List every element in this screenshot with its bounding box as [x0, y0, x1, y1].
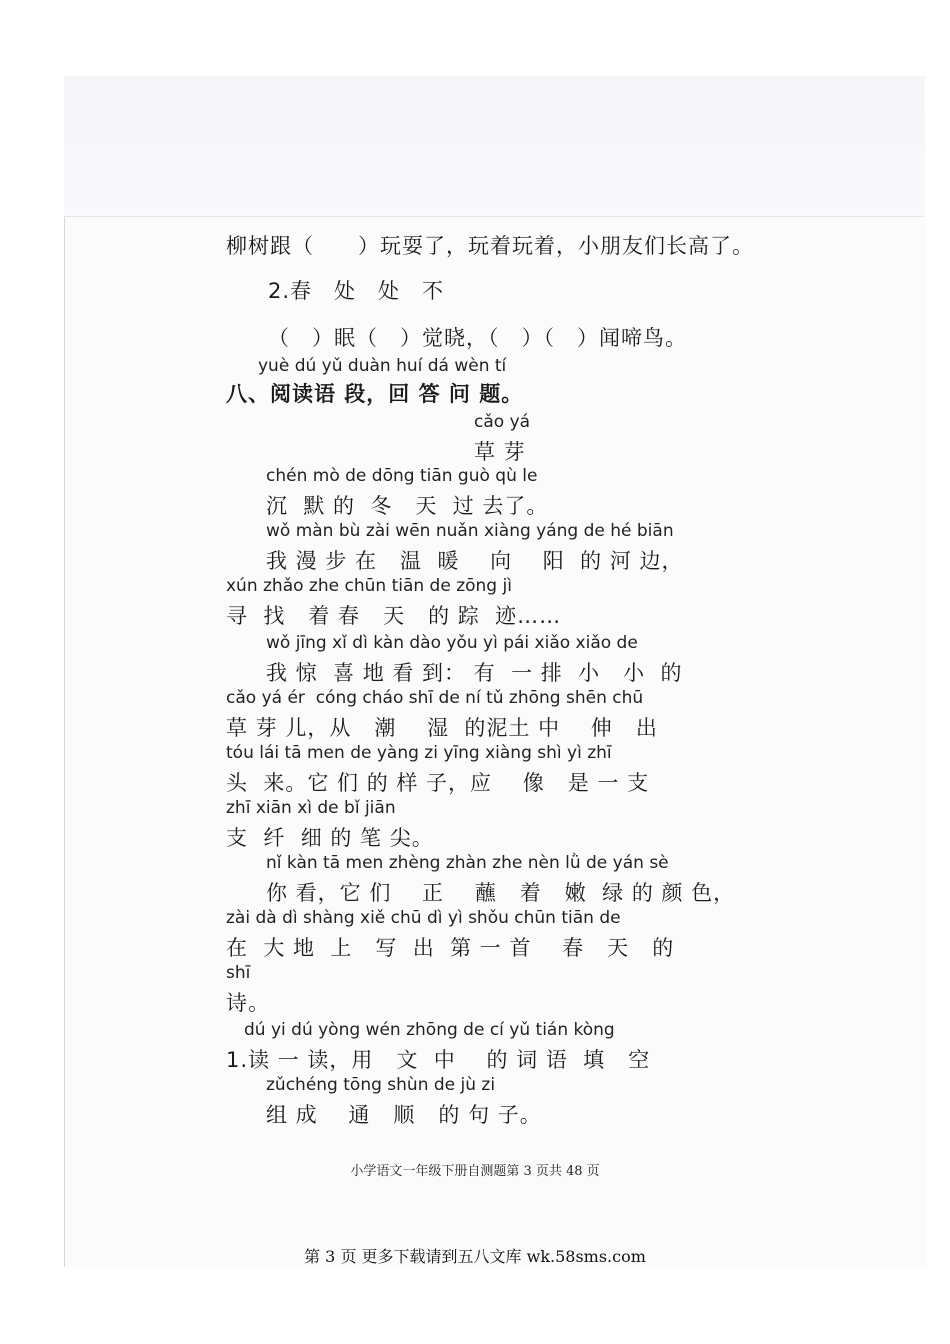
poem-line-1: 2.春 处 处 不 [268, 279, 445, 303]
passage-line: 你 看，它 们 正 蘸 着 嫩 绿 的 颜 色， [266, 881, 736, 905]
passage-title-pinyin: cǎo yá [474, 412, 531, 432]
passage-line: 在 大 地 上 写 出 第 一 首 春 天 的 [226, 936, 675, 960]
passage-line: 我 惊 喜 地 看 到： 有 一 排 小 小 的 [266, 661, 683, 685]
question-1: 1.读 一 读，用 文 中 的 词 语 填 空 [226, 1048, 651, 1072]
passage-line: 草 芽 儿，从 潮 湿 的泥土 中 伸 出 [226, 716, 658, 740]
passage-title: 草 芽 [474, 440, 526, 464]
scan-fold-shadow [64, 76, 924, 217]
pinyin-line: shī [226, 963, 251, 983]
passage-line: 寻 找 着 春 天 的 踪 迹…… [226, 604, 562, 628]
pinyin-line: zài dà dì shàng xiě chū dì yì shǒu chūn tiān de [226, 908, 621, 928]
page-footer-note: 小学语文一年级下册自测题第 3 页共 48 页 [350, 1164, 600, 1179]
poem-line-2: （ ）眠（ ）觉晓，（ ）（ ）闻啼鸟。 [268, 326, 687, 350]
pinyin-line: wǒ màn bù zài wēn nuǎn xiàng yáng de hé biān [266, 521, 674, 541]
question-1-sub-pinyin: zǔchéng tōng shùn de jù zi [266, 1075, 496, 1095]
question-1-sub: 组 成 通 顺 的 句 子。 [266, 1103, 542, 1127]
pinyin-line: zhī xiān xì de bǐ jiān [226, 798, 396, 818]
passage-line: 支 纤 细 的 笔 尖。 [226, 826, 434, 850]
passage-line: 沉 默 的 冬 天 过 去了。 [266, 494, 549, 518]
pinyin-line: tóu lái tā men de yàng zi yīng xiàng shì yì zhī [226, 743, 612, 763]
pinyin-line: chén mò de dōng tiān guò qù le [266, 466, 538, 486]
section-8-title: 八、阅读语 段，回 答 问 题。 [226, 382, 524, 406]
question-1-pinyin: dú yi dú yòng wén zhōng de cí yǔ tián kòng [244, 1020, 615, 1040]
passage-line: 头 来。它 们 的 样 子，应 像 是 一 支 [226, 771, 650, 795]
section-8-pinyin: yuè dú yǔ duàn huí dá wèn tí [258, 356, 507, 376]
pinyin-line: wǒ jīng xǐ dì kàn dào yǒu yì pái xiǎo xiǎo de [266, 633, 638, 653]
download-footer: 第 3 页 更多下载请到五八文库 wk.58sms.com [304, 1247, 646, 1266]
passage-line: 我 漫 步 在 温 暖 向 阳 的 河 边， [266, 549, 684, 573]
pinyin-line: nǐ kàn tā men zhèng zhàn zhe nèn lǜ de yán sè [266, 853, 669, 873]
passage-line: 诗。 [226, 991, 270, 1015]
text-line-1: 柳树跟（ ）玩耍了，玩着玩着，小朋友们长高了。 [226, 234, 754, 258]
pinyin-line: cǎo yá ér cóng cháo shī de ní tǔ zhōng shēn chū [226, 688, 644, 708]
pinyin-line: xún zhǎo zhe chūn tiān de zōng jì [226, 576, 512, 596]
